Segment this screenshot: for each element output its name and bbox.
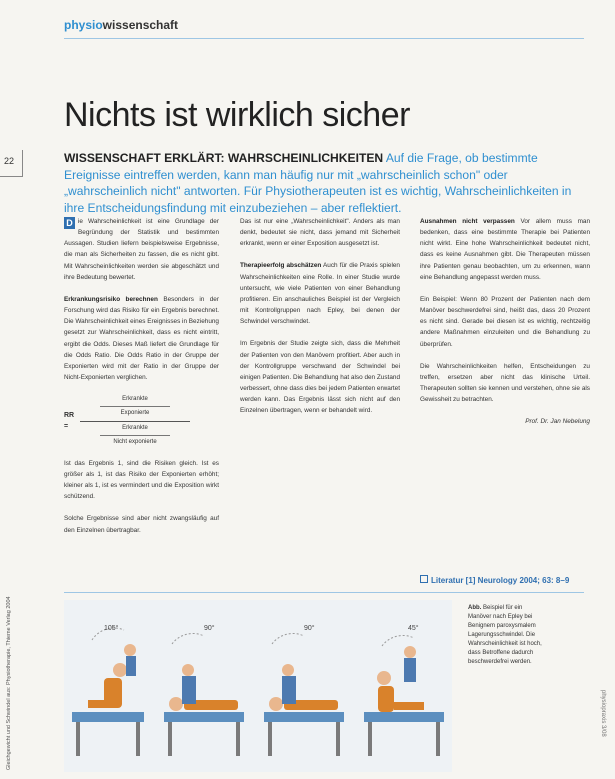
therapy-text: Auch für die Praxis spielen Wahrscheinlichkeiten eine Rolle. In einer Studie wurde untersucht, wie viele Patienten von einer Behandlung profitieren. Ein anschauliches Beispiel ist der Vergleich mit Kontrollgruppen nach Epley, bei denen der Schwindel verschwindet. [240, 262, 400, 326]
lead-paragraph [64, 150, 584, 216]
drop-cap: D [64, 217, 75, 229]
page-number: 22 [4, 156, 15, 166]
formula-top-num: Erkrankte [122, 396, 148, 403]
formula-bot-num: Erkrankte [122, 424, 148, 431]
therapy-paragraph [240, 260, 400, 327]
literature-reference [420, 575, 569, 585]
exceptions-text: Vor allem muss man bedenken, dass eine bestimmte Therapie bei Patienten nicht wirkt. Eine hohe Wahrscheinlichkeit bedeutet nicht, dass es keine Ausnahmen gibt. Die Therapeuten müssen ihre Patienten genau beobachten, um zu erkennen, wann eine Behandlung angepasst werden muss. [420, 218, 590, 281]
maneuver-step-3 [264, 633, 344, 756]
maneuver-illustration [64, 600, 452, 772]
maneuver-step-4 [364, 635, 444, 756]
formula-subline-bottom [100, 435, 170, 436]
bottom-divider [64, 592, 584, 593]
caption-label: Abb. [468, 605, 482, 611]
risk-paragraph [64, 294, 219, 383]
lead-text: Auf die Frage, ob bestimmte Ereignisse eintreffen werden, kann man häufig nur mit „wahrscheinlich schon" oder „wahrscheinlich nicht" antworten. Für Physiotherapeuten ist es wichtig, Wahrscheinlichkeiten in ihre Entscheidungsfindung mit einzubeziehen – aber reflektiert. [64, 151, 572, 215]
section-rubric [64, 18, 178, 32]
risk-text: Besonders in der Forschung wird das Risiko für ein Ergebnis berechnet. Die Wahrscheinlichkeit eines Ereignisses in Beziehung gesetzt zur Wahrscheinlichkeit, dass es nicht eintritt, ergibt die Odds. Dieses Maß liefert die Grundlage für die Odds Ratio. Die Odds Ratio in der Gruppe der Exponierten wird mit der Ratio in der Gruppe der Nicht-Exponierten verglichen. [64, 295, 219, 382]
caption-text: Beispiel für ein Manöver nach Epley bei Benignem paroxysmalem Lagerungsschwindel. Die Wahrscheinlichkeit ist hoch, dass Betroffene dadurch beschwerdefrei werden. [468, 605, 542, 665]
exceptions-paragraph [420, 216, 590, 283]
maneuver-step-2 [164, 633, 244, 756]
journal-issue: physiopraxis 3/08 [600, 690, 606, 737]
relative-risk-formula [64, 394, 219, 448]
epley-maneuver-figure [64, 600, 452, 772]
angle-label: 90° [204, 625, 215, 632]
subheading-therapy: Therapieerfolg abschätzen [240, 262, 322, 270]
angle-label: 45° [408, 625, 419, 632]
angle-label: 105° [104, 625, 119, 632]
column-1 [64, 216, 219, 547]
image-credit: Gleichgewicht und Schwindel aus: Physiotherapie, Thieme Verlag 2004 [6, 596, 12, 770]
formula-top-den: Exponierte [120, 410, 150, 417]
formula-subline-top [100, 406, 170, 407]
formula-lhs: RR = [64, 411, 75, 430]
formula-fraction [80, 394, 190, 448]
study-paragraph: Im Ergebnis der Studie zeigte sich, dass die Mehrheit der Patienten von den Manövern profitiert. Aber auch in der Kontrollgruppe verschwand der Schwindel bei einigen Patienten. Die Behandlung hat also den Zustand verbessert, ohne dass dies bei jedem Patienten erwartet werden kann. Das Ergebnis lässt sich nicht auf den Einzelnen übertragen, wenn er behandelt wird. [240, 340, 400, 415]
top-divider [64, 38, 584, 39]
example-paragraph: Ein Beispiel: Wenn 80 Prozent der Patienten nach dem Manöver beschwerdefrei sind, heißt das, dass 20 Prozent es nicht sind. Gerade bei diesen ist es wichtig, rechtzeitig andere Maßnahmen einzuleiten und die Behandlung zu überprüfen. [420, 295, 590, 348]
formula-denominator [100, 423, 170, 448]
column-3 [420, 216, 590, 428]
formula-bot-den: Nicht exponierte [113, 438, 157, 445]
result-paragraph: Ist das Ergebnis 1, sind die Risiken gleich. Ist es größer als 1, ist das Risiko der Exponierten erhöht; kleiner als 1, ist es vermindert und die Exposition wirkt schützend. [64, 459, 219, 501]
literature-text: Literatur [1] Neurology 2004; 63: 8–9 [431, 576, 570, 585]
subheading-risk: Erkrankungsrisiko berechnen [64, 295, 158, 303]
intro-paragraph [64, 216, 219, 283]
intro-text: ie Wahrscheinlichkeit ist eine Grundlage der Begründung der Statistik und bestimmten Aussagen. Studien liefern beispielsweise Ergebnisse, die man als Sicherheiten zu fassen, die es nicht gibt. Mit Wahrscheinlichkeiten werden sie abgeschätzt und ihre Bedeutung bewertet. [64, 218, 219, 281]
column-2 [240, 216, 400, 428]
article-title: Nichts ist wirklich sicher [64, 96, 410, 134]
rubric-prefix: physio [64, 18, 103, 32]
figure-caption [468, 604, 546, 667]
transfer-paragraph: Solche Ergebnisse sind aber nicht zwangsläufig auf den Einzelnen übertragbar. [64, 515, 219, 534]
rubric-suffix: wissenschaft [102, 18, 179, 32]
probability-paragraph: Das ist nur eine „Wahrscheinlichkeit". Anders als man denkt, bedeutet sie nicht, dass jemand mit Sicherheit erkrankt, wenn er einer Exposition ausgesetzt ist. [240, 218, 400, 248]
formula-numerator [100, 394, 170, 419]
subheading-exceptions: Ausnahmen nicht verpassen [420, 218, 515, 225]
lead-kicker: WISSENSCHAFT ERKLÄRT: WAHRSCHEINLICHKEITEN [64, 151, 384, 165]
formula-main-line [80, 421, 190, 422]
author-signature: Prof. Dr. Jan Nebelung [525, 418, 590, 426]
conclusion-paragraph: Die Wahrscheinlichkeiten helfen, Entscheidungen zu treffen, ersetzen aber nicht das klinische Urteil. Therapeuten sollten sie kennen und verstehen, ohne sie als Gewissheit zu betrachten. [420, 362, 590, 404]
literature-box-icon [420, 575, 428, 583]
angle-label: 90° [304, 625, 315, 632]
maneuver-step-1 [72, 628, 144, 756]
